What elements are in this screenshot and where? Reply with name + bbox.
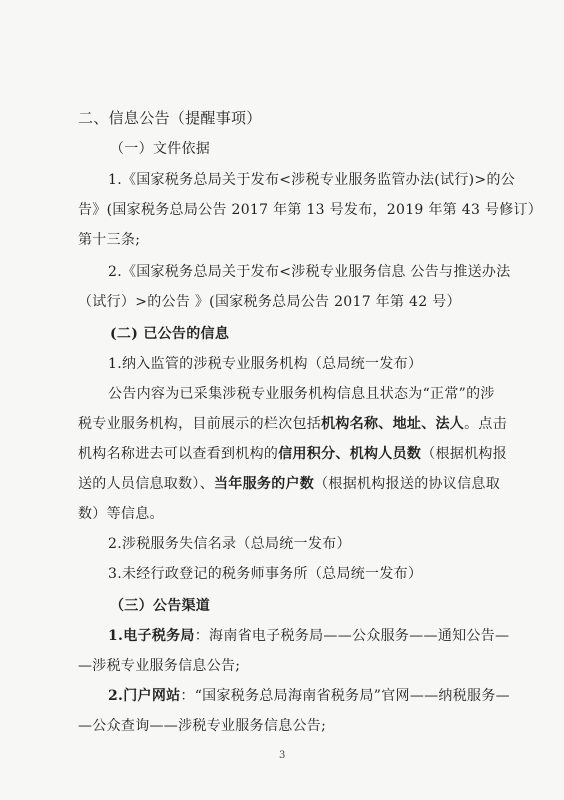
- basis-item-1-line-1: 1.《国家税务总局关于发布<涉税专业服务监管办法(试行)>的公: [108, 172, 516, 188]
- subsection-1-title: （一）文件依据: [110, 141, 211, 157]
- published-item-1-title: 1.纳入监管的涉税专业服务机构（总局统一发布）: [108, 356, 423, 372]
- para-text: （根据机构报: [421, 446, 508, 462]
- channel-2-text: ：“国家税务总局海南省税务局”官网——纳税服务—: [180, 688, 510, 704]
- section-title: 二、信息公告（提醒事项）: [78, 109, 262, 127]
- basis-item-1-line-3: 第十三条;: [78, 232, 141, 248]
- channel-2-line-1: [108, 686, 510, 706]
- published-item-3: 3.未经行政登记的税务师事务所（总局统一发布）: [108, 566, 423, 582]
- channel-2-line-2: —公众查询——涉税专业服务信息公告;: [78, 718, 327, 734]
- para-text: 送的人员信息取数）、: [78, 476, 214, 492]
- published-para-line-1: 公告内容为已采集涉税专业服务机构信息且状态为“正常”的涉: [108, 386, 495, 402]
- basis-item-2-line-1: 2.《国家税务总局关于发布<涉税专业服务信息 公告与推送办法: [108, 264, 511, 280]
- channel-1-label: 1.电子税务局: [108, 628, 195, 644]
- subsection-2-title: (二) 已公告的信息: [110, 326, 230, 342]
- para-text: 税专业服务机构，目前展示的栏次包括: [78, 416, 322, 432]
- para-bold-text: 信用积分、机构人员数: [278, 446, 422, 462]
- para-text: 机构名称进去可以查看到机构的: [78, 446, 279, 462]
- subsection-3-title: （三）公告渠道: [110, 598, 211, 614]
- published-para-line-4: [78, 474, 500, 494]
- published-para-line-3: [78, 444, 507, 464]
- channel-1-line-2: —涉税专业服务信息公告;: [78, 658, 241, 674]
- para-text: 。点击: [464, 416, 508, 432]
- basis-item-2-line-2: （试行）>的公告 》(国家税务总局公告 2017 年第 42 号）: [78, 294, 461, 310]
- para-bold-text: 当年服务的户数: [214, 476, 315, 492]
- basis-item-1-line-2: 告》(国家税务总局公告 2017 年第 13 号发布，2019 年第 43 号修订）: [78, 202, 543, 218]
- published-para-line-2: [78, 414, 507, 434]
- channel-1-line-1: [108, 626, 509, 646]
- published-para-line-5: 数）等信息。: [78, 506, 164, 522]
- para-bold-text: 机构名称、地址、法人: [321, 416, 465, 432]
- channel-2-label: 2.门户网站: [108, 688, 181, 704]
- page-number: 3: [279, 750, 286, 761]
- para-text: （根据机构报送的协议信息取: [314, 476, 501, 492]
- channel-1-text: ：海南省电子税务局——公众服务——通知公告—: [194, 628, 510, 644]
- published-item-2: 2.涉税服务失信名录（总局统一发布）: [108, 536, 351, 552]
